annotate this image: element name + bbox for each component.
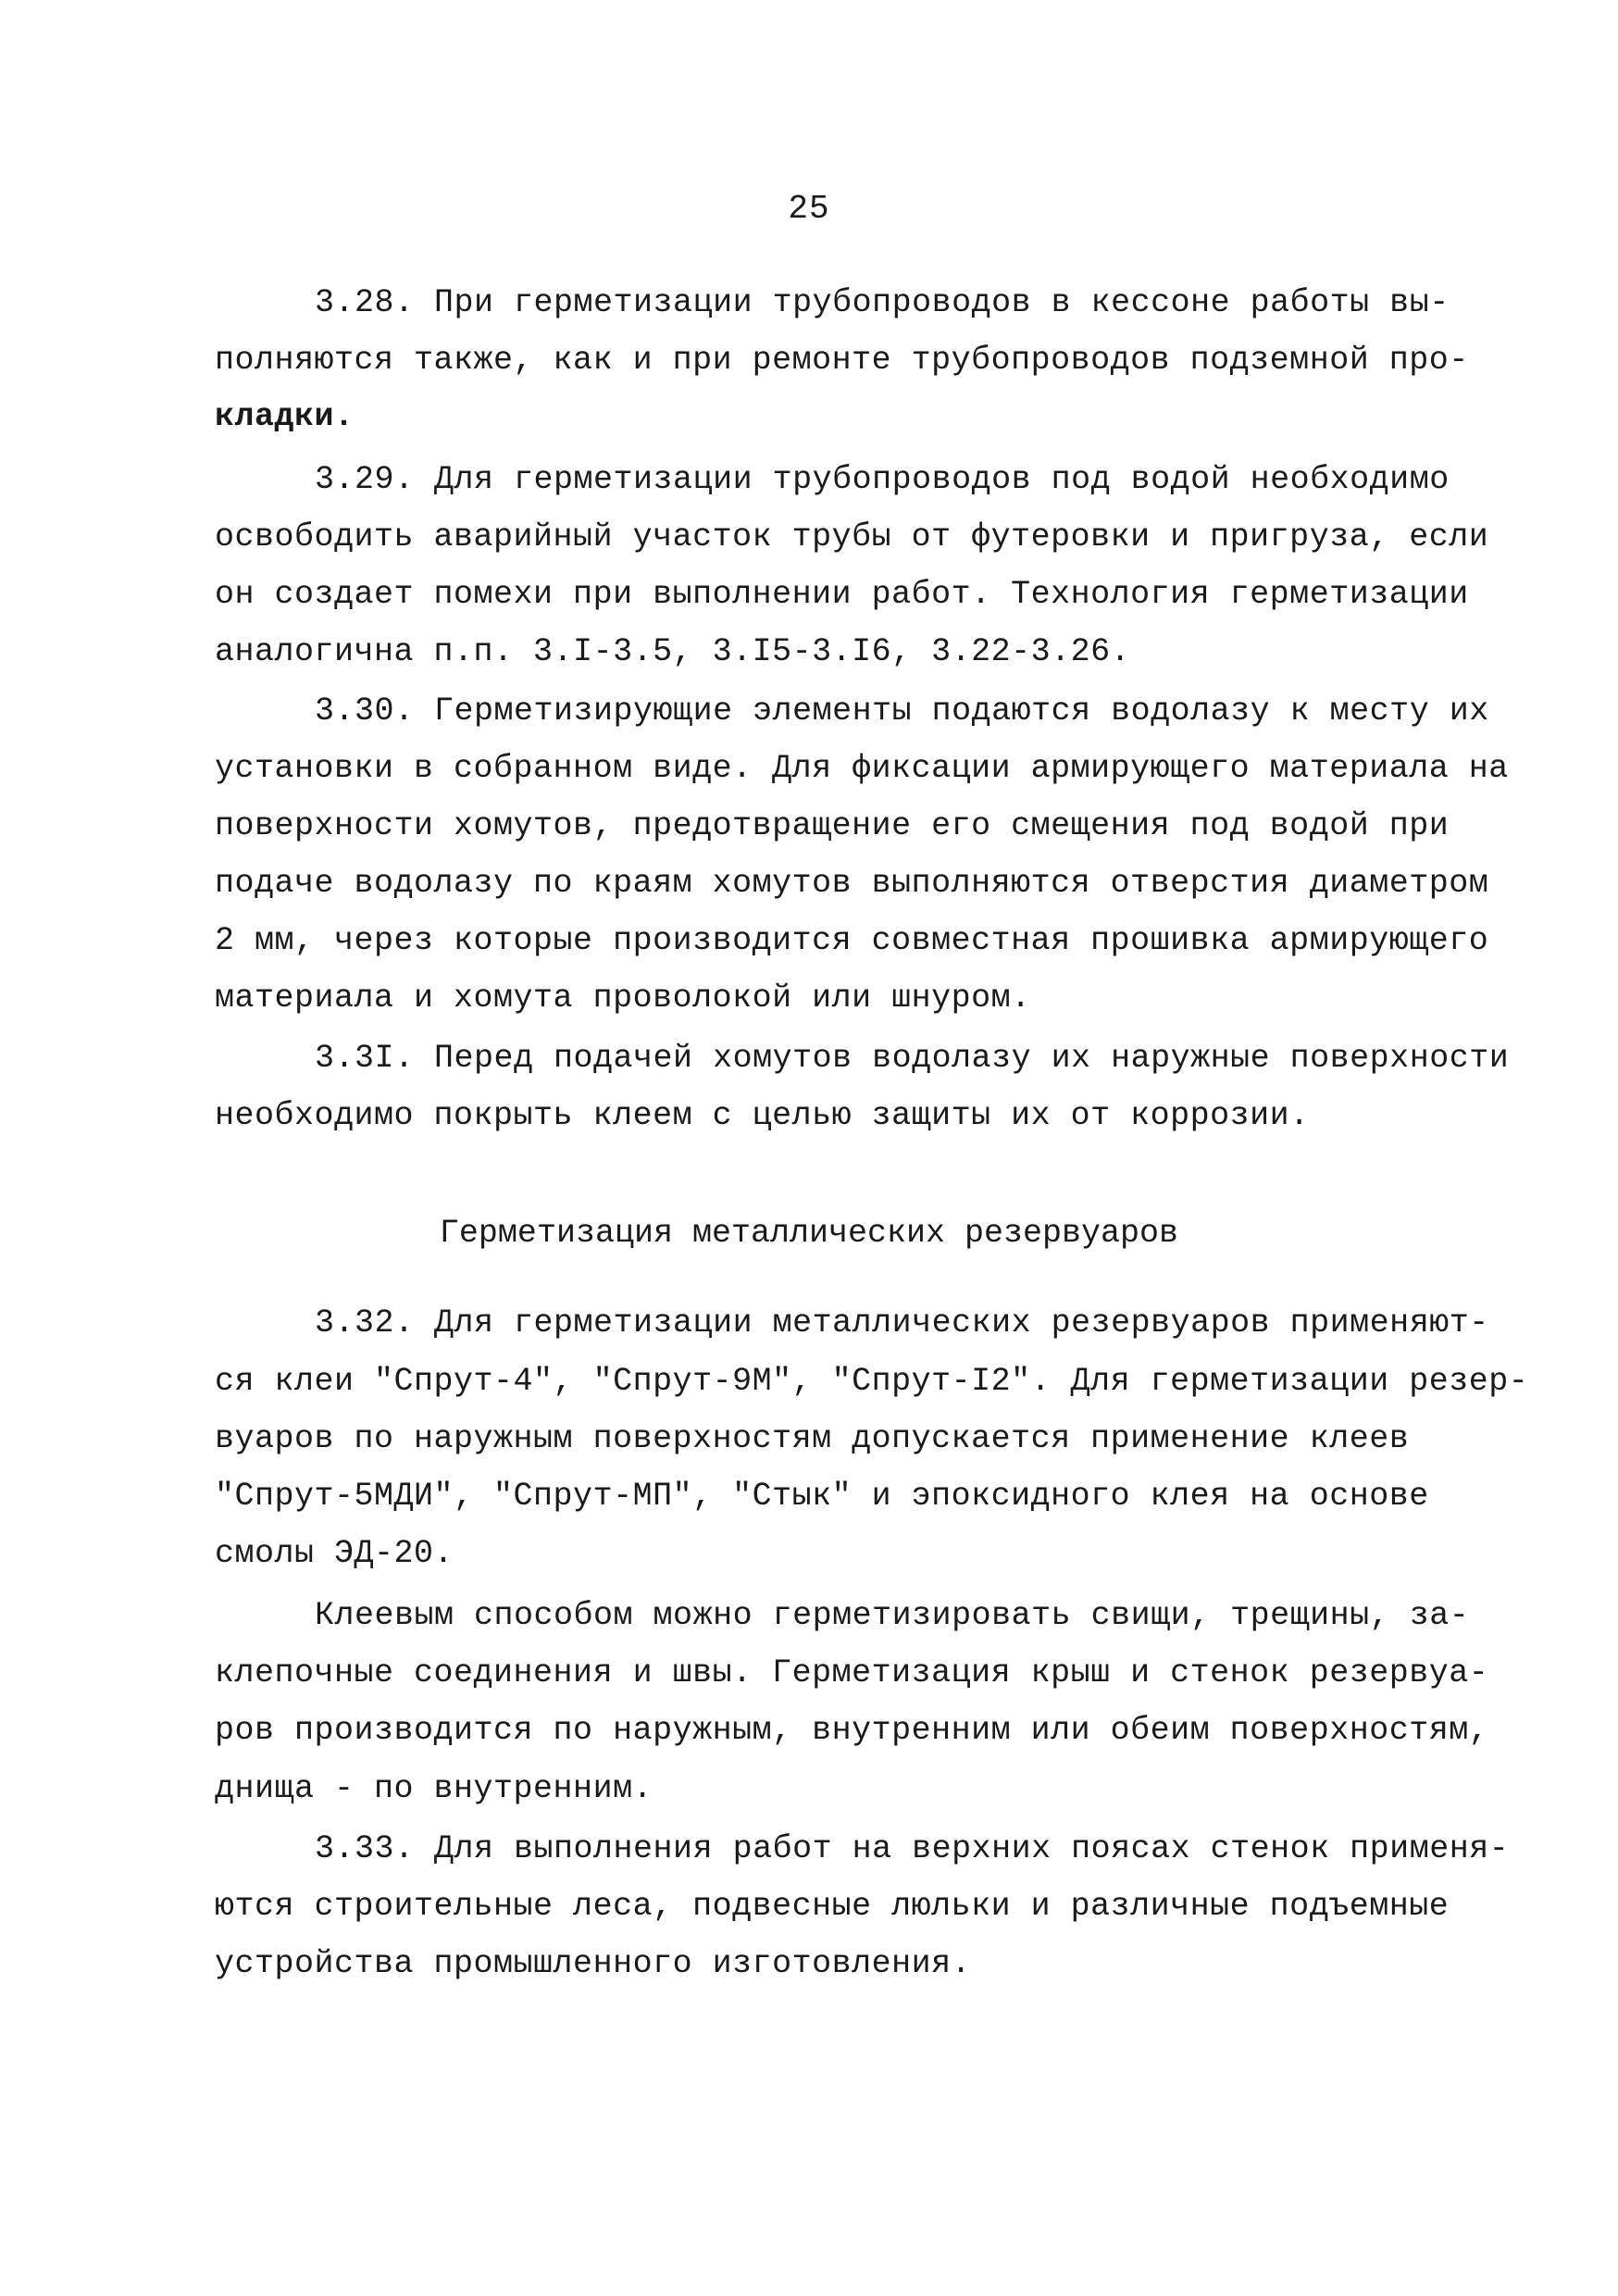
paragraph-3-32-line-1: 3.32. Для герметизации металлических резервуаров применяют- (315, 1304, 1489, 1341)
paragraph-3-28-line-2: полняются также, как и при ремонте трубопроводов подземной про- (215, 342, 1469, 379)
paragraph-3-30-line-2: установки в собранном виде. Для фиксации армирующего материала на (215, 750, 1509, 787)
paragraph-3-29-line-1: 3.29. Для герметизации трубопроводов под водой необходимо (315, 461, 1450, 498)
paragraph-3-30-line-4: подаче водолазу по краям хомутов выполняются отверстия диаметром (215, 865, 1489, 902)
paragraph-3-33-line-3: устройства промышленного изготовления. (215, 1945, 972, 1982)
paragraph-3-33-line-2: ются строительные леса, подвесные люльки и различные подъемные (215, 1888, 1450, 1925)
paragraph-3-31-line-2: необходимо покрыть клеем с целью защиты их от коррозии. (215, 1097, 1310, 1134)
page-number: 25 (788, 190, 830, 228)
paragraph-3-29-line-2: освободить аварийный участок трубы от футеровки и пригруза, если (215, 518, 1489, 555)
paragraph-3-32-line-5: смолы ЭД-20. (215, 1535, 454, 1572)
paragraph-3-28-line-1: 3.28. При герметизации трубопроводов в кессоне работы вы- (315, 284, 1450, 321)
paragraph-3-32-line-2: ся клеи "Спрут-4", "Спрут-9М", "Спрут-I2". Для герметизации резер- (215, 1363, 1529, 1400)
paragraph-3-30-line-1: 3.30. Герметизирующие элементы подаются водолазу к месту их (315, 693, 1489, 730)
paragraph-adhesive-line-3: ров производится по наружным, внутренним или обеим поверхностям, (215, 1712, 1489, 1749)
paragraph-3-29-line-3: он создает помехи при выполнении работ. Технология герметизации (215, 576, 1469, 613)
paragraph-adhesive-line-1: Клеевым способом можно герметизировать свищи, трещины, за- (315, 1597, 1470, 1634)
section-heading: Герметизация металлических резервуаров (439, 1215, 1179, 1252)
paragraph-3-31-line-1: 3.3I. Перед подачей хомутов водолазу их наружные поверхности (315, 1040, 1510, 1077)
paragraph-3-32-line-4: "Спрут-5МДИ", "Спрут-МП", "Стык" и эпоксидного клея на основе (215, 1478, 1429, 1515)
paragraph-3-30-line-6: материала и хомута проволокой или шнуром. (215, 980, 1031, 1017)
paragraph-adhesive-line-4: днища - по внутренним. (215, 1770, 653, 1807)
paragraph-adhesive-line-2: клепочные соединения и швы. Герметизация крыш и стенок резервуа- (215, 1654, 1489, 1691)
paragraph-3-32-line-3: вуаров по наружным поверхностям допускается применение клеев (215, 1420, 1410, 1457)
paragraph-3-30-line-3: поверхности хомутов, предотвращение его смещения под водой при (215, 807, 1450, 844)
paragraph-3-33-line-1: 3.33. Для выполнения работ на верхних поясах стенок применя- (315, 1830, 1510, 1867)
paragraph-3-29-line-4: аналогична п.п. 3.I-3.5, 3.I5-3.I6, 3.22-3.26. (215, 633, 1131, 670)
paragraph-3-30-line-5: 2 мм, через которые производится совместная прошивка армирующего (215, 922, 1489, 959)
paragraph-3-28-line-3: кладки. (215, 398, 355, 435)
